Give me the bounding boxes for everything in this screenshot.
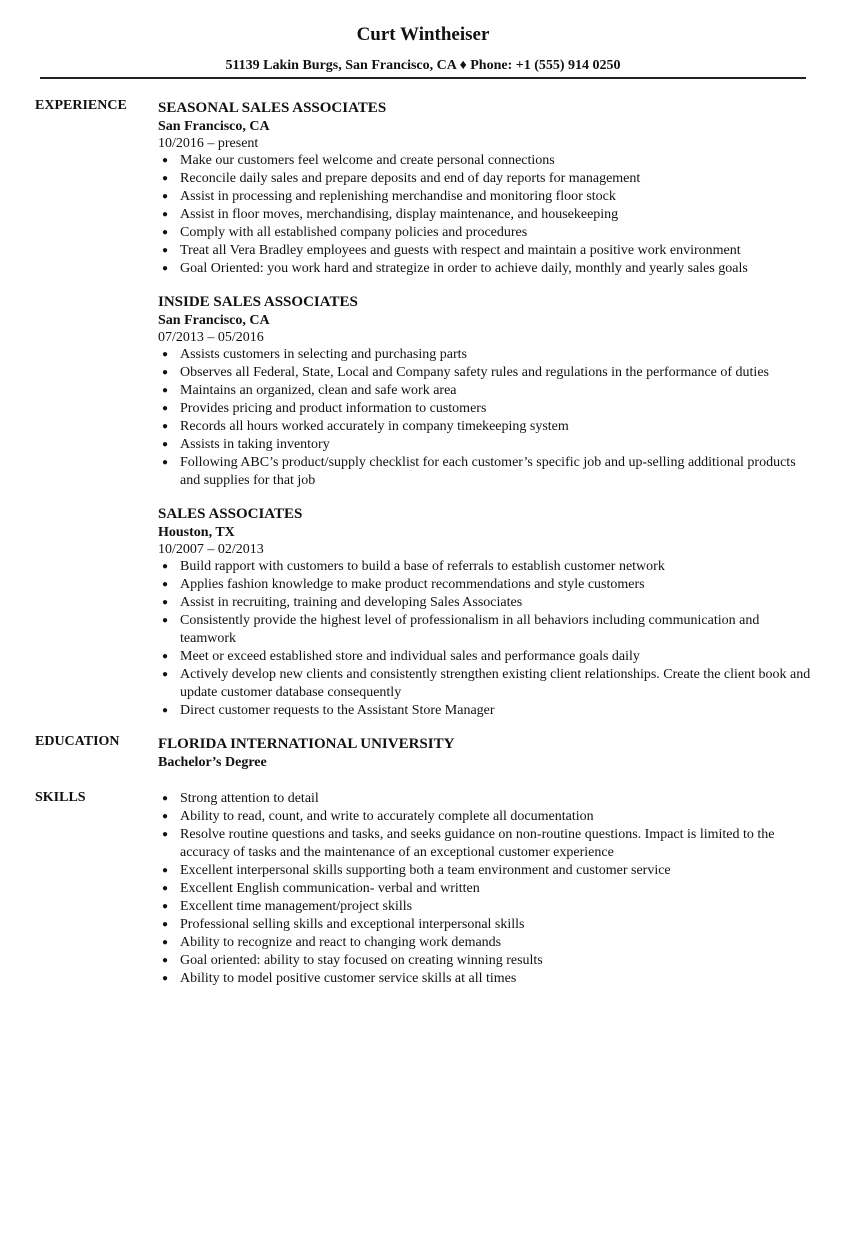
- bullet-icon: ●: [162, 385, 169, 396]
- job-bullets: [158, 346, 818, 490]
- bullet-icon: ●: [162, 615, 169, 626]
- list-item: [158, 880, 822, 898]
- list-item-text: Professional selling skills and exceptional interpersonal skills: [180, 917, 525, 932]
- list-item-text: Excellent English communication- verbal and written: [180, 881, 480, 896]
- bullet-icon: ●: [162, 973, 169, 984]
- bullet-icon: ●: [162, 955, 169, 966]
- list-item: [158, 612, 818, 648]
- bullet-icon: ●: [162, 457, 169, 468]
- list-item-text: Treat all Vera Bradley employees and guests with respect and maintain a positive work environment: [180, 243, 741, 258]
- list-item-text: Strong attention to detail: [180, 791, 319, 806]
- list-item-text: Assists customers in selecting and purchasing parts: [180, 347, 467, 362]
- list-item-text: Direct customer requests to the Assistant Store Manager: [180, 703, 495, 718]
- list-item: [158, 400, 818, 418]
- bullet-icon: ●: [162, 883, 169, 894]
- bullet-icon: ●: [162, 191, 169, 202]
- list-item-text: Make our customers feel welcome and create personal connections: [180, 153, 555, 168]
- list-item: [158, 916, 822, 934]
- list-item-text: Goal oriented: ability to stay focused on creating winning results: [180, 953, 543, 968]
- bullet-icon: ●: [162, 349, 169, 360]
- list-item: [158, 790, 822, 808]
- list-item: [158, 934, 822, 952]
- education-heading: EDUCATION: [35, 734, 120, 749]
- bullet-icon: ●: [162, 651, 169, 662]
- list-item: [158, 188, 818, 206]
- list-item-text: Assist in processing and replenishing merchandise and monitoring floor stock: [180, 189, 616, 204]
- list-item-text: Assist in floor moves, merchandising, display maintenance, and housekeeping: [180, 207, 619, 222]
- bullet-icon: ●: [162, 245, 169, 256]
- list-item: [158, 382, 818, 400]
- list-item-text: Assist in recruiting, training and developing Sales Associates: [180, 595, 523, 610]
- experience-heading: EXPERIENCE: [35, 98, 127, 113]
- education-section: [0, 734, 860, 772]
- list-item: [158, 436, 818, 454]
- list-item: [158, 346, 818, 364]
- header-divider: [40, 77, 806, 79]
- skills-list: [158, 790, 822, 988]
- job-location: San Francisco, CA: [158, 313, 270, 328]
- list-item: [158, 454, 818, 490]
- job-dates: 10/2007 – 02/2013: [158, 542, 264, 557]
- list-item: [158, 594, 818, 612]
- list-item-text: Assists in taking inventory: [180, 437, 330, 452]
- bullet-icon: ●: [162, 561, 169, 572]
- list-item-text: Actively develop new clients and consistently strengthen existing client relationships. Create the client book and update customer database consequently: [180, 667, 811, 700]
- job-title: SEASONAL SALES ASSOCIATES: [158, 100, 387, 116]
- skills-section: [0, 790, 860, 988]
- list-item: [158, 260, 818, 278]
- contact-line: 51139 Lakin Burgs, San Francisco, CA ♦ Phone: +1 (555) 914 0250: [225, 58, 621, 73]
- bullet-icon: ●: [162, 155, 169, 166]
- list-item-text: Goal Oriented: you work hard and strategize in order to achieve daily, monthly and yearly sales goals: [180, 261, 748, 276]
- bullet-icon: ●: [162, 919, 169, 930]
- bullet-icon: ●: [162, 173, 169, 184]
- list-item-text: Ability to read, count, and write to accurately complete all documentation: [180, 809, 594, 824]
- list-item: [158, 558, 818, 576]
- list-item: [158, 702, 818, 720]
- list-item-text: Excellent time management/project skills: [180, 899, 413, 914]
- bullet-icon: ●: [162, 597, 169, 608]
- list-item-text: Excellent interpersonal skills supporting both a team environment and customer service: [180, 863, 671, 878]
- skills-heading: SKILLS: [35, 790, 86, 805]
- job-entry: [158, 292, 818, 490]
- job-dates: 07/2013 – 05/2016: [158, 330, 264, 345]
- list-item: [158, 808, 822, 826]
- list-item: [158, 206, 818, 224]
- list-item: [158, 952, 822, 970]
- bullet-icon: ●: [162, 793, 169, 804]
- list-item: [158, 364, 818, 382]
- list-item-text: Comply with all established company policies and procedures: [180, 225, 528, 240]
- list-item: [158, 826, 822, 862]
- list-item: [158, 242, 818, 260]
- list-item: [158, 648, 818, 666]
- list-item: [158, 418, 818, 436]
- bullet-icon: ●: [162, 439, 169, 450]
- list-item: [158, 170, 818, 188]
- bullet-icon: ●: [162, 263, 169, 274]
- list-item: [158, 898, 822, 916]
- list-item-text: Resolve routine questions and tasks, and seeks guidance on non-routine questions. Impact is limited to the accuracy of tasks and the maintenance of an exceptional customer experience: [180, 827, 775, 860]
- list-item-text: Meet or exceed established store and individual sales and performance goals daily: [180, 649, 640, 664]
- bullet-icon: ●: [162, 227, 169, 238]
- job-title: INSIDE SALES ASSOCIATES: [158, 294, 358, 310]
- bullet-icon: ●: [162, 669, 169, 680]
- bullet-icon: ●: [162, 901, 169, 912]
- job-dates: 10/2016 – present: [158, 136, 259, 151]
- bullet-icon: ●: [162, 421, 169, 432]
- bullet-icon: ●: [162, 811, 169, 822]
- list-item-text: Reconcile daily sales and prepare deposits and end of day reports for management: [180, 171, 641, 186]
- list-item-text: Maintains an organized, clean and safe work area: [180, 383, 457, 398]
- list-item-text: Records all hours worked accurately in company timekeeping system: [180, 419, 569, 434]
- job-entry: [158, 504, 818, 720]
- experience-list: [158, 98, 818, 720]
- bullet-icon: ●: [162, 937, 169, 948]
- education-school: FLORIDA INTERNATIONAL UNIVERSITY: [158, 736, 455, 752]
- job-entry: [158, 98, 818, 278]
- job-location: San Francisco, CA: [158, 119, 270, 134]
- education-degree: Bachelor’s Degree: [158, 755, 267, 770]
- job-location: Houston, TX: [158, 525, 235, 540]
- list-item-text: Provides pricing and product information to customers: [180, 401, 487, 416]
- list-item: [158, 970, 822, 988]
- resume-name: Curt Wintheiser: [356, 24, 490, 45]
- resume-content: [0, 98, 860, 988]
- list-item: [158, 862, 822, 880]
- list-item: [158, 224, 818, 242]
- job-bullets: [158, 558, 818, 720]
- bullet-icon: ●: [162, 403, 169, 414]
- list-item: [158, 152, 818, 170]
- list-item-text: Ability to model positive customer service skills at all times: [180, 971, 517, 986]
- bullet-icon: ●: [162, 705, 169, 716]
- list-item-text: Build rapport with customers to build a base of referrals to establish customer network: [180, 559, 665, 574]
- list-item: [158, 576, 818, 594]
- list-item-text: Ability to recognize and react to changing work demands: [180, 935, 502, 950]
- list-item-text: Following ABC’s product/supply checklist for each customer’s specific job and up-selling additional products and supplies for that job: [180, 455, 796, 488]
- bullet-icon: ●: [162, 579, 169, 590]
- bullet-icon: ●: [162, 829, 169, 840]
- job-bullets: [158, 152, 818, 278]
- bullet-icon: ●: [162, 865, 169, 876]
- experience-section: [0, 98, 860, 720]
- job-title: SALES ASSOCIATES: [158, 506, 303, 522]
- list-item-text: Consistently provide the highest level of professionalism in all behaviors including communication and teamwork: [180, 613, 760, 646]
- bullet-icon: ●: [162, 367, 169, 378]
- list-item-text: Applies fashion knowledge to make product recommendations and style customers: [180, 577, 645, 592]
- list-item-text: Observes all Federal, State, Local and Company safety rules and regulations in the performance of duties: [180, 365, 769, 380]
- list-item: [158, 666, 818, 702]
- bullet-icon: ●: [162, 209, 169, 220]
